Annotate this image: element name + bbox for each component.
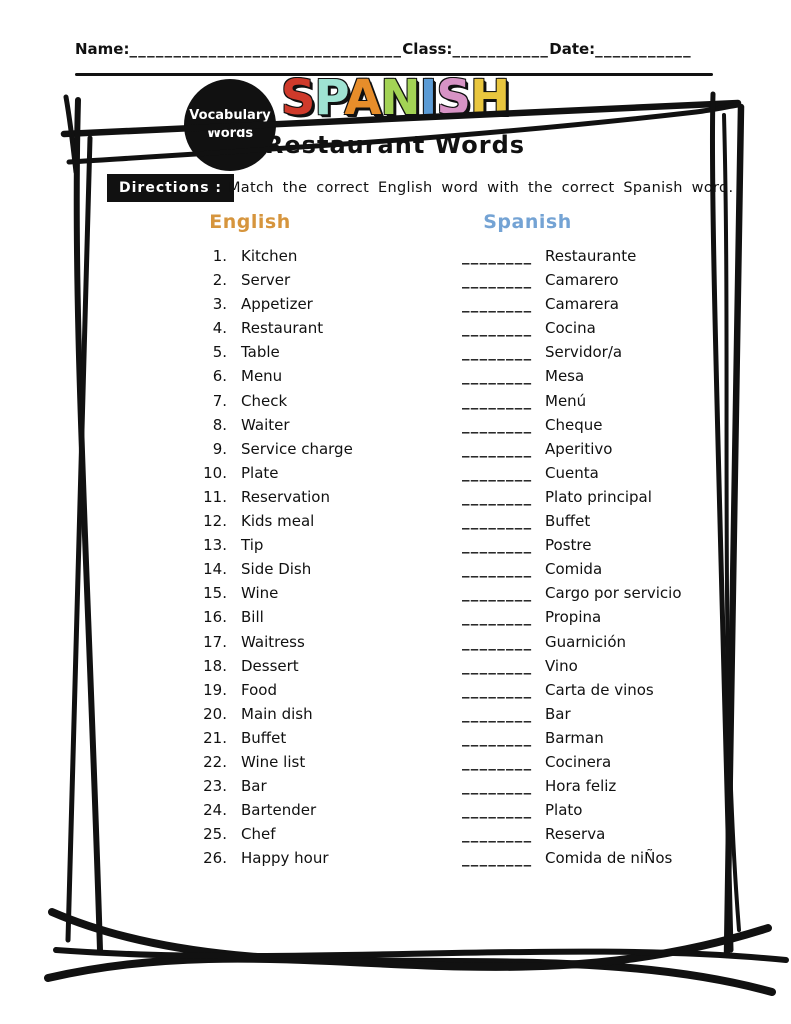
english-word: Buffet [241, 728, 287, 747]
answer-blank: ________ [462, 487, 533, 506]
spanish-word: Comida [545, 560, 603, 579]
english-word: Kids meal [241, 512, 315, 531]
spanish-word: Vino [545, 656, 578, 675]
answer-blank: ________ [462, 415, 533, 434]
english-word: Server [241, 271, 291, 290]
item-number: 13. [203, 536, 227, 555]
match-row [195, 343, 755, 367]
item-number: 9. [212, 439, 227, 458]
answer-blank: ________ [462, 825, 533, 844]
answer-blank: ________ [462, 704, 533, 723]
class-blank: ___________ [452, 40, 550, 58]
title-letter: S [436, 70, 470, 126]
english-word: Waiter [241, 415, 290, 434]
name-blank: _______________________________ [129, 40, 403, 58]
item-number: 26. [203, 849, 227, 868]
answer-blank: ________ [462, 295, 533, 314]
spanish-word: Restaurante [545, 247, 637, 265]
answer-blank: ________ [462, 728, 533, 747]
answer-blank: ________ [462, 463, 533, 482]
answer-blank: ________ [462, 801, 533, 820]
title-letter: I [419, 70, 437, 126]
item-number: 24. [203, 801, 227, 820]
badge-line2: Words [206, 126, 254, 141]
english-word: Bartender [241, 801, 317, 820]
match-row [195, 392, 755, 416]
title-letter: P [314, 70, 345, 126]
item-number: 21. [203, 728, 227, 747]
item-number: 25. [203, 825, 227, 844]
english-word: Dessert [241, 656, 299, 675]
spanish-word: Cocinera [545, 752, 612, 771]
title-letters [255, 70, 535, 126]
column-header-english: English [209, 211, 291, 233]
english-word: Side Dish [241, 560, 312, 579]
directions-label: Directions : [119, 180, 222, 196]
item-number: 4. [212, 319, 227, 338]
item-number: 16. [203, 608, 227, 627]
title-letter: N [380, 70, 420, 126]
english-word: Chef [241, 825, 276, 844]
english-word: Food [241, 680, 277, 699]
english-word: Restaurant [241, 319, 324, 338]
spanish-word: Servidor/a [545, 343, 623, 362]
english-word: Kitchen [241, 247, 298, 265]
english-word: Happy hour [241, 849, 329, 868]
item-number: 11. [203, 487, 227, 506]
match-row [195, 536, 755, 560]
english-word: Service charge [241, 439, 353, 458]
match-row [195, 440, 755, 464]
item-number: 20. [203, 704, 227, 723]
spanish-word: Guarnición [545, 632, 626, 651]
item-number: 23. [203, 777, 227, 796]
spanish-word: Plato principal [545, 487, 652, 506]
answer-blank: ________ [462, 849, 533, 868]
match-row [195, 633, 755, 657]
class-label: Class: [402, 40, 453, 58]
match-row [195, 705, 755, 729]
english-word: Bar [241, 777, 267, 796]
match-row [195, 825, 755, 849]
match-row [195, 801, 755, 825]
spanish-word: Cocina [545, 319, 596, 338]
spanish-word: Reserva [545, 825, 606, 844]
spanish-word: Aperitivo [545, 439, 613, 458]
answer-blank: ________ [462, 512, 533, 531]
answer-blank: ________ [462, 319, 533, 338]
match-row [195, 729, 755, 753]
match-row [195, 584, 755, 608]
item-number: 15. [203, 584, 227, 603]
directions-text: Match the correct English word with the correct Spanish word. [228, 180, 734, 196]
item-number: 6. [212, 367, 227, 386]
item-number: 8. [212, 415, 227, 434]
match-row [195, 295, 755, 319]
english-word: Appetizer [241, 295, 313, 314]
match-row [195, 247, 755, 271]
match-row [195, 777, 755, 801]
badge-line1: Vocabulary [189, 108, 271, 124]
answer-blank: ________ [462, 536, 533, 555]
spanish-word: Bar [545, 704, 571, 723]
answer-blank: ________ [462, 608, 533, 627]
english-word: Main dish [241, 704, 313, 723]
item-number: 22. [203, 752, 227, 771]
english-word: Waitress [241, 632, 305, 651]
item-number: 18. [203, 656, 227, 675]
spanish-word: Comida de niÑos [545, 849, 673, 868]
spanish-word: Camarera [545, 295, 619, 314]
match-row [195, 271, 755, 295]
match-row [195, 464, 755, 488]
spanish-word: Propina [545, 608, 602, 627]
title-letter: A [344, 70, 381, 126]
item-number: 19. [203, 680, 227, 699]
spanish-word: Buffet [545, 512, 591, 531]
spanish-word: Barman [545, 728, 604, 747]
item-number: 5. [212, 343, 227, 362]
date-label: Date: [549, 40, 596, 58]
match-row [195, 560, 755, 584]
match-row [195, 753, 755, 777]
match-row [195, 512, 755, 536]
column-header-spanish: Spanish [483, 211, 572, 233]
spanish-word: Camarero [545, 271, 619, 290]
english-word: Check [241, 391, 288, 410]
answer-blank: ________ [462, 439, 533, 458]
match-row [195, 681, 755, 705]
match-row [195, 416, 755, 440]
answer-blank: ________ [462, 632, 533, 651]
worksheet-subtitle: Restaurant Words [264, 131, 526, 159]
match-row [195, 367, 755, 391]
match-row [195, 488, 755, 512]
english-word: Menu [241, 367, 283, 386]
answer-blank: ________ [462, 584, 533, 603]
spanish-word: Carta de vinos [545, 680, 654, 699]
answer-blank: ________ [462, 777, 533, 796]
name-label: Name: [75, 40, 130, 58]
directions-label-box [107, 174, 234, 202]
spanish-word: Menú [545, 391, 587, 410]
spanish-word: Postre [545, 536, 592, 555]
item-number: 10. [203, 463, 227, 482]
english-word: Reservation [241, 487, 330, 506]
answer-blank: ________ [462, 656, 533, 675]
date-blank: ___________ [595, 40, 692, 58]
answer-blank: ________ [462, 343, 533, 362]
english-word: Wine list [241, 752, 306, 771]
answer-blank: ________ [462, 391, 533, 410]
item-number: 1. [212, 247, 227, 265]
header-fill-in-row [75, 40, 735, 58]
item-number: 3. [212, 295, 227, 314]
match-row [195, 657, 755, 681]
answer-blank: ________ [462, 560, 533, 579]
spanish-word: Cheque [545, 415, 603, 434]
spanish-word: Cuenta [545, 463, 599, 482]
item-number: 7. [212, 391, 227, 410]
item-number: 12. [203, 512, 227, 531]
answer-blank: ________ [462, 367, 533, 386]
answer-blank: ________ [462, 752, 533, 771]
item-number: 17. [203, 632, 227, 651]
spanish-word: Plato [545, 801, 583, 820]
spanish-word: Hora feliz [545, 777, 617, 796]
title-letter: H [469, 70, 510, 126]
answer-blank: ________ [462, 271, 533, 290]
spanish-word: Mesa [545, 367, 585, 386]
answer-blank: ________ [462, 680, 533, 699]
english-word: Wine [241, 584, 279, 603]
match-row [195, 608, 755, 632]
title-letter: S [280, 70, 315, 126]
english-word: Bill [241, 608, 264, 627]
item-number: 2. [212, 271, 227, 290]
answer-blank: ________ [462, 247, 533, 265]
spanish-word: Cargo por servicio [545, 584, 682, 603]
english-word: Table [241, 343, 280, 362]
english-word: Plate [241, 463, 279, 482]
english-word: Tip [241, 536, 264, 555]
match-list [195, 247, 755, 873]
item-number: 14. [203, 560, 227, 579]
match-row [195, 319, 755, 343]
match-row [195, 849, 755, 873]
